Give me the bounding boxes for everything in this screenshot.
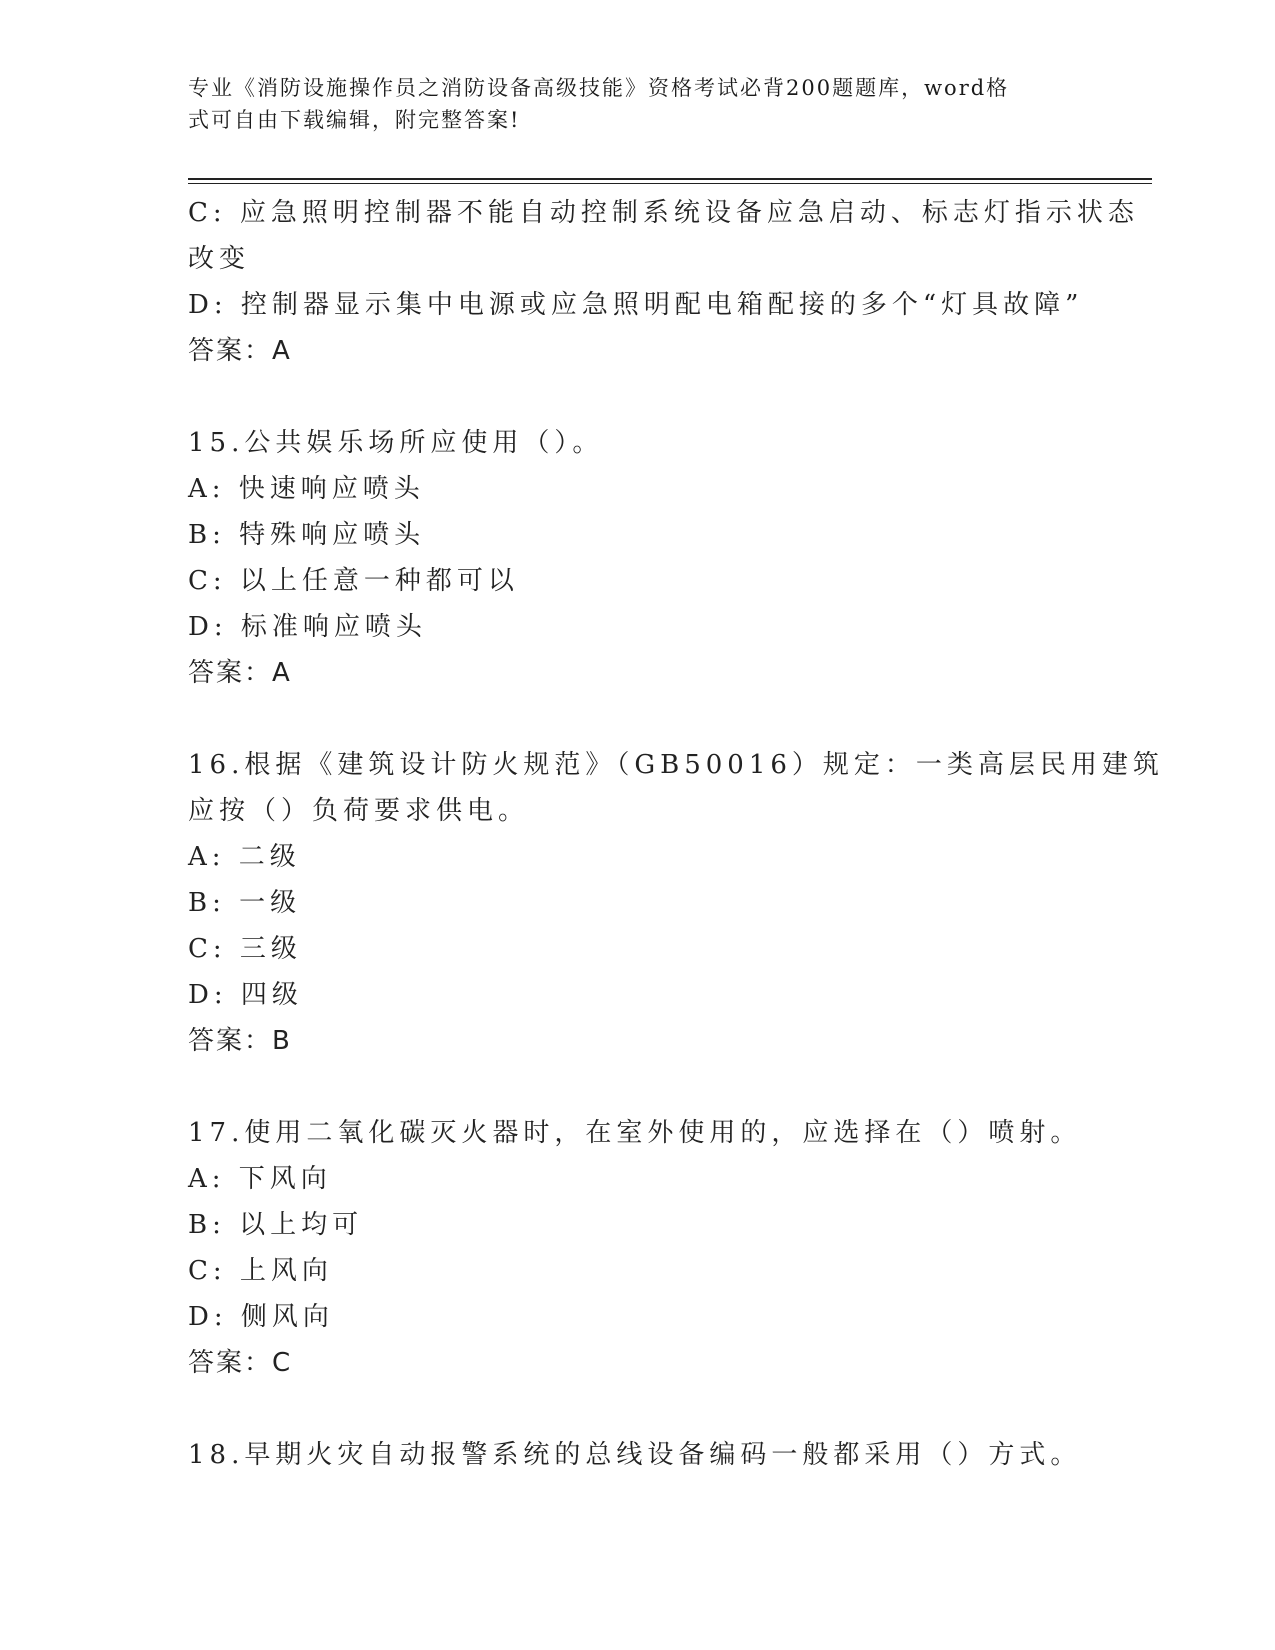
header-line-1: 专业《消防设施操作员之消防设备高级技能》资格考试必背200题题库，word格 [188,76,1010,100]
option-a: A: 快速响应喷头 [188,474,425,504]
question-stem: 16.根据《建筑设计防火规范》（GB50016）规定：一类高层民用建筑 [188,750,1164,780]
question-stem: 18.早期火灾自动报警系统的总线设备编码一般都采用（）方式。 [188,1440,1082,1470]
option-d: D: 控制器显示集中电源或应急照明配电箱配接的多个“灯具故障” [188,290,1084,320]
question-16 [188,742,1164,1064]
option-a: A: 下风向 [188,1164,332,1194]
answer-line: 答案：A [188,336,292,366]
answer-line: 答案：B [188,1026,292,1056]
question-list [188,190,1164,1478]
question-15 [188,420,1088,696]
header-rule-thin [188,183,1152,184]
document-header [188,72,1088,136]
spacer [188,1064,1088,1110]
spacer [188,696,1088,742]
question-stem: 17.使用二氧化碳灭火器时，在室外使用的，应选择在（）喷射。 [188,1118,1082,1148]
option-b: B: 特殊响应喷头 [188,520,426,550]
question-17 [188,1110,1088,1386]
option-d: D: 侧风向 [188,1302,334,1332]
question-stem-continued: 应按（）负荷要求供电。 [188,796,530,826]
option-b: B: 一级 [188,888,302,918]
question-stem: 15.公共娱乐场所应使用（）。 [188,428,604,458]
answer-line: 答案：A [188,658,292,688]
option-c: C: 上风向 [188,1256,333,1286]
option-a: A: 二级 [188,842,301,872]
option-d: D: 四级 [188,980,303,1010]
option-c: C: 三级 [188,934,302,964]
question-18 [188,1432,1088,1478]
spacer [188,374,1088,420]
option-d: D: 标准响应喷头 [188,612,427,642]
spacer [188,1386,1088,1432]
answer-line: 答案：C [188,1348,293,1378]
option-c-continued: 改变 [188,244,251,274]
option-c: C: 以上任意一种都可以 [188,566,519,596]
option-c: C: 应急照明控制器不能自动控制系统设备应急启动、标志灯指示状态 [188,198,1139,228]
header-line-2: 式可自由下载编辑，附完整答案! [188,108,521,132]
option-b: B: 以上均可 [188,1210,364,1240]
question-14-continued [188,190,1139,374]
header-rule-thick [188,178,1152,180]
